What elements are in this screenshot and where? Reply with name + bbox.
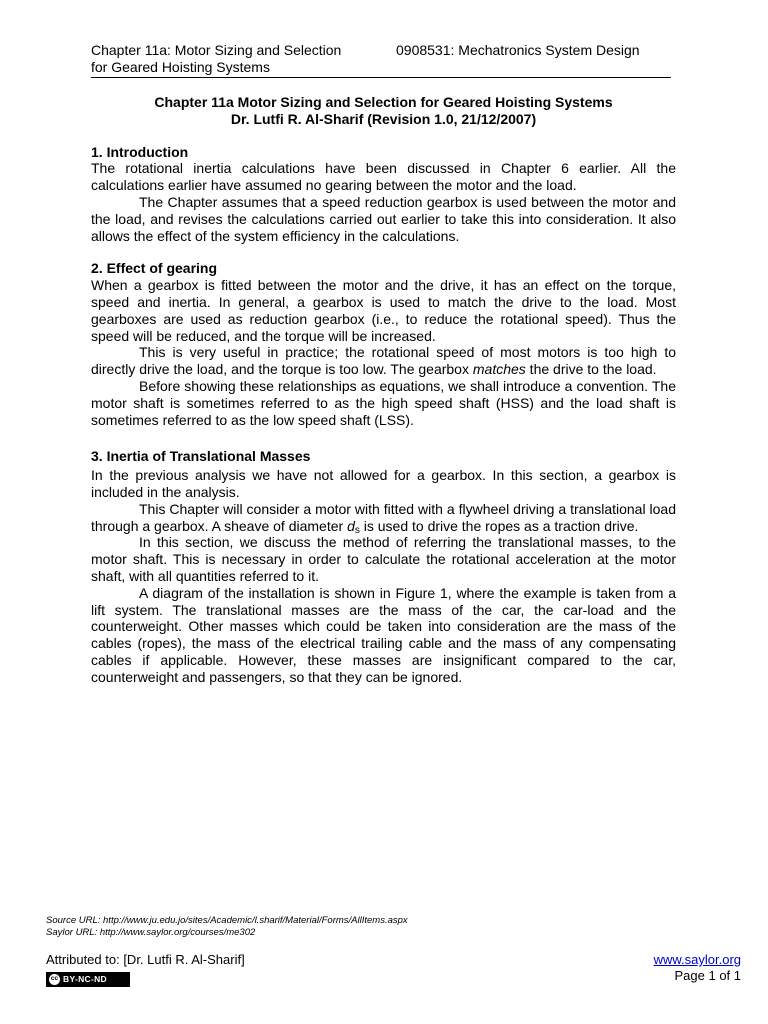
source-urls	[46, 915, 646, 939]
paragraph: A diagram of the installation is shown in Figure 1, where the example is taken from a lift system. The translational masses are the mass of the car, the car-load and the counterweight. Other masses which could be taken into consideration are the mass of the cables (ropes), the mass of the electrical trailing cable and the mass of any compensating cables if applicable. However, these masses are insignificant compared to the car, counterweight and passengers, so that they can be ignored.	[91, 584, 676, 685]
paragraph	[91, 344, 676, 378]
license-badge[interactable]	[46, 972, 130, 987]
section-heading: 1. Introduction	[91, 143, 189, 160]
section-heading: 2. Effect of gearing	[91, 260, 218, 277]
page-number: Page 1 of 1	[674, 968, 741, 983]
section-inertia-translational	[91, 448, 676, 685]
text-run: the drive to the load.	[525, 361, 657, 378]
attribution-text: Attributed to: [Dr. Lutfi R. Al-Sharif]	[46, 952, 245, 967]
creative-commons-icon: cc	[49, 974, 60, 985]
document-body	[91, 94, 676, 702]
math-subscript: s	[354, 524, 360, 536]
title-line: Chapter 11a Motor Sizing and Selection for Geared Hoisting Systems	[154, 94, 613, 110]
running-header	[91, 42, 671, 78]
document-title	[91, 94, 676, 128]
paragraph: When a gearbox is fitted between the motor and the drive, it has an effect on the torque, speed and inertia. In general, a gearbox is used to match the drive to the load. Most gearboxes are used as reduction gearbox (i.e., to reduce the rotational speed). Thus the speed will be reduced, and the torque will be increased.	[91, 277, 676, 344]
header-chapter-subtitle: for Geared Hoisting Systems	[91, 59, 270, 75]
paragraph: The rotational inertia calculations have been discussed in Chapter 6 earlier. All the calculations earlier have assumed no gearing between the motor and the load.	[91, 160, 676, 194]
text-run: This is very useful in practice; the rotational speed of most motors is too high to directly drive the load, and the torque is too low. The gearbox	[91, 344, 676, 378]
text-run: This Chapter will consider a motor with fitted with a flywheel driving a translational load through a gearbox. A sheave of diameter	[91, 500, 676, 534]
math-variable: d	[347, 517, 355, 534]
license-label: BY-NC-ND	[63, 974, 107, 984]
paragraph: The Chapter assumes that a speed reduction gearbox is used between the motor and the load, and revises the calculations carried out earlier to take this into consideration. It also allows the effect of the system efficiency in the calculations.	[91, 193, 676, 244]
section-introduction	[91, 144, 676, 245]
paragraph: Before showing these relationships as equations, we shall introduce a convention. The motor shaft is sometimes referred to as the high speed shaft (HSS) and the load shaft is sometimes referred to as the low speed shaft (LSS).	[91, 377, 676, 428]
paragraph: In this section, we discuss the method of referring the translational masses, to the motor shaft. This is necessary in order to calculate the rotational acceleration at the motor shaft, with all quantities referred to it.	[91, 534, 676, 584]
saylor-url: Saylor URL: http://www.saylor.org/courses/me302	[46, 927, 256, 938]
section-effect-of-gearing	[91, 260, 676, 428]
paragraph: In the previous analysis we have not allowed for a gearbox. In this section, a gearbox is included in the analysis.	[91, 467, 676, 500]
saylor-link[interactable]: www.saylor.org	[653, 952, 741, 967]
source-url: Source URL: http://www.ju.edu.jo/sites/Academic/l.sharif/Material/Forms/AllItems.aspx	[46, 915, 408, 926]
author-line: Dr. Lutfi R. Al-Sharif (Revision 1.0, 21/12/2007)	[230, 110, 537, 127]
emphasis: matches	[472, 361, 526, 378]
text-run: is used to drive the ropes as a traction drive.	[359, 517, 639, 534]
footer-page-info	[654, 952, 741, 984]
paragraph	[91, 501, 676, 535]
section-heading: 3. Inertia of Translational Masses	[91, 448, 311, 465]
footer-attribution	[46, 952, 245, 987]
header-course-title: 0908531: Mechatronics System Design	[396, 42, 640, 58]
header-chapter-title: Chapter 11a: Motor Sizing and Selection	[91, 42, 342, 58]
